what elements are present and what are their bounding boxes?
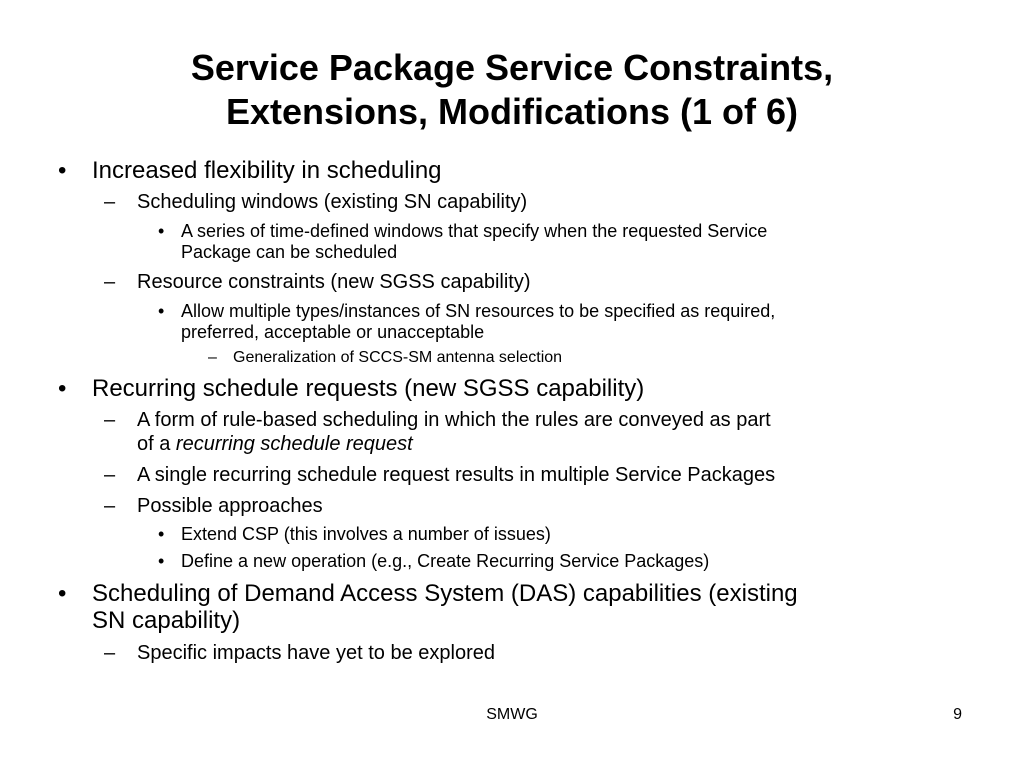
dash-marker: – — [104, 495, 116, 517]
bullet-marker: • — [58, 157, 67, 184]
page-number: 9 — [953, 706, 962, 723]
point-time-windows-line-2: Package can be scheduled — [181, 242, 398, 262]
dash-marker: – — [208, 349, 217, 366]
detail-sccs-antenna: Generalization of SCCS-SM antenna selection — [233, 349, 563, 366]
recurring-request-term: recurring schedule request — [175, 433, 413, 455]
dash-marker: – — [104, 409, 116, 431]
bullet-increased-flexibility: Increased flexibility in scheduling — [92, 157, 442, 184]
dash-marker: – — [104, 464, 116, 486]
bullet-das-line-2: SN capability) — [92, 607, 241, 634]
bullet-marker: • — [158, 551, 165, 571]
dash-marker: – — [104, 642, 116, 664]
bullet-marker: • — [158, 221, 165, 241]
point-multiple-types-line-1: Allow multiple types/instances of SN resources to be specified as required, — [181, 301, 776, 321]
subbullet-rule-based-line-1: A form of rule-based scheduling in which the rules are conveyed as part — [137, 409, 771, 431]
bullet-das-line-1: Scheduling of Demand Access System (DAS) capabilities (existing — [92, 580, 798, 607]
subbullet-specific-impacts: Specific impacts have yet to be explored — [137, 642, 495, 664]
subbullet-single-request: A single recurring schedule request results in multiple Service Packages — [137, 464, 776, 486]
subbullet-resource-constraints: Resource constraints (new SGSS capability) — [137, 271, 531, 293]
point-multiple-types-line-2: preferred, acceptable or unacceptable — [181, 322, 485, 342]
point-time-windows-line-1: A series of time-defined windows that specify when the requested Service — [181, 221, 768, 241]
dash-marker: – — [104, 191, 116, 213]
subbullet-rule-based-line-2 — [137, 433, 413, 456]
point-new-operation: Define a new operation (e.g., Create Recurring Service Packages) — [181, 551, 710, 571]
dash-marker: – — [104, 271, 116, 293]
subbullet-possible-approaches: Possible approaches — [137, 495, 323, 517]
subbullet-scheduling-windows: Scheduling windows (existing SN capability) — [137, 191, 528, 213]
title-line-1: Service Package Service Constraints, — [190, 47, 834, 88]
rule-based-prefix: of a — [137, 433, 171, 455]
footer-label: SMWG — [486, 706, 538, 723]
bullet-marker: • — [158, 524, 165, 544]
point-extend-csp: Extend CSP (this involves a number of issues) — [181, 524, 551, 544]
bullet-recurring-requests: Recurring schedule requests (new SGSS capability) — [92, 375, 645, 402]
bullet-marker: • — [58, 375, 67, 402]
title-line-2: Extensions, Modifications (1 of 6) — [225, 91, 799, 132]
bullet-marker: • — [58, 580, 67, 607]
bullet-marker: • — [158, 301, 165, 321]
